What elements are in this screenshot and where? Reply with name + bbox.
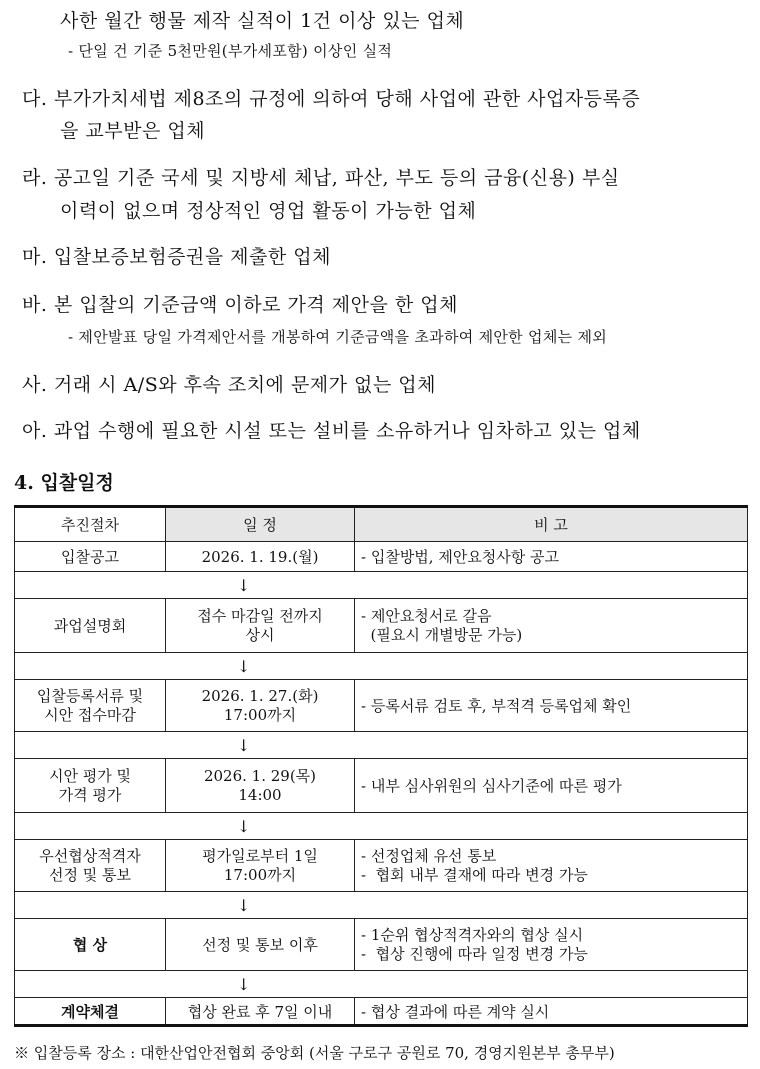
row-note: - 등록서류 검토 후, 부적격 등록업체 확인: [355, 680, 748, 732]
row-note: - 입찰방법, 제안요청사항 공고: [355, 542, 748, 572]
arrow-row: [15, 572, 748, 599]
down-arrow-icon: ↓: [15, 813, 748, 840]
row-schedule: 평가일로부터 1일 17:00까지: [166, 840, 355, 892]
row-step: 협 상: [15, 919, 166, 971]
row-note: - 선정업체 유선 통보 - 협회 내부 결재에 따라 변경 가능: [355, 840, 748, 892]
table-row: [15, 680, 748, 732]
row-schedule: 선정 및 통보 이후: [166, 919, 355, 971]
row-schedule: 2026. 1. 29(목) 14:00: [166, 759, 355, 813]
item-ma: 마. 입찰보증보험증권을 제출한 업체: [22, 246, 331, 268]
row-step: 우선협상적격자 선정 및 통보: [15, 840, 166, 892]
row-step: 입찰공고: [15, 542, 166, 572]
item-ba: 바. 본 입찰의 기준금액 이하로 가격 제안을 한 업체: [22, 294, 458, 316]
down-arrow-icon: ↓: [15, 892, 748, 919]
paragraph-prev-line: 사한 월간 행물 제작 실적이 1건 이상 있는 업체: [60, 10, 465, 32]
down-arrow-icon: ↓: [15, 971, 748, 998]
table-row: [15, 840, 748, 892]
table-row: [15, 599, 748, 653]
footnote: ※ 입찰등록 장소 : 대한산업안전협회 중앙회 (서울 구로구 공원로 70, 경영지원본부 총무부): [14, 1044, 615, 1062]
down-arrow-icon: ↓: [15, 732, 748, 759]
header-schedule: 일 정: [166, 507, 355, 542]
arrow-row: [15, 971, 748, 998]
arrow-row: [15, 892, 748, 919]
row-step: 시안 평가 및 가격 평가: [15, 759, 166, 813]
row-schedule: 2026. 1. 19.(월): [166, 542, 355, 572]
arrow-row: [15, 653, 748, 680]
row-note: - 제안요청서로 갈음 (필요시 개별방문 가능): [355, 599, 748, 653]
item-a: 아. 과업 수행에 필요한 시설 또는 설비를 소유하거나 임차하고 있는 업체: [22, 420, 641, 442]
section-heading: 4. 입찰일정: [14, 472, 114, 494]
row-schedule: 2026. 1. 27.(화) 17:00까지: [166, 680, 355, 732]
arrow-row: [15, 732, 748, 759]
row-note: - 내부 심사위원의 심사기준에 따른 평가: [355, 759, 748, 813]
table-row: [15, 998, 748, 1026]
row-note: - 협상 결과에 따른 계약 실시: [355, 998, 748, 1026]
arrow-row: [15, 813, 748, 840]
item-sa: 사. 거래 시 A/S와 후속 조치에 문제가 없는 업체: [22, 374, 437, 396]
row-step: 과업설명회: [15, 599, 166, 653]
row-step: 입찰등록서류 및 시안 접수마감: [15, 680, 166, 732]
row-schedule: 접수 마감일 전까지 상시: [166, 599, 355, 653]
header-note: 비 고: [355, 507, 748, 542]
item-da-line2: 을 교부받은 업체: [60, 120, 206, 142]
table-row: [15, 919, 748, 971]
item-ba-sub: - 제안발표 당일 가격제안서를 개봉하여 기준금액을 초과하여 제안한 업체는 제외: [68, 328, 608, 346]
table-header-row: [15, 507, 748, 542]
row-step: 계약체결: [15, 998, 166, 1026]
paragraph-prev-sub: - 단일 건 기준 5천만원(부가세포함) 이상인 실적: [68, 42, 393, 60]
item-ra-line1: 라. 공고일 기준 국세 및 지방세 체납, 파산, 부도 등의 금융(신용) 부실: [22, 167, 620, 189]
item-ra-line2: 이력이 없으며 정상적인 영업 활동이 가능한 업체: [60, 200, 477, 222]
down-arrow-icon: ↓: [15, 572, 748, 599]
item-da-line1: 다. 부가가치세법 제8조의 규정에 의하여 당해 사업에 관한 사업자등록증: [22, 88, 641, 110]
table-row: [15, 759, 748, 813]
down-arrow-icon: ↓: [15, 653, 748, 680]
row-note: - 1순위 협상적격자와의 협상 실시 - 협상 진행에 따라 일정 변경 가능: [355, 919, 748, 971]
table-row: [15, 542, 748, 572]
row-schedule: 협상 완료 후 7일 이내: [166, 998, 355, 1026]
header-step: 추진절차: [15, 507, 166, 542]
schedule-table: [14, 505, 748, 1027]
